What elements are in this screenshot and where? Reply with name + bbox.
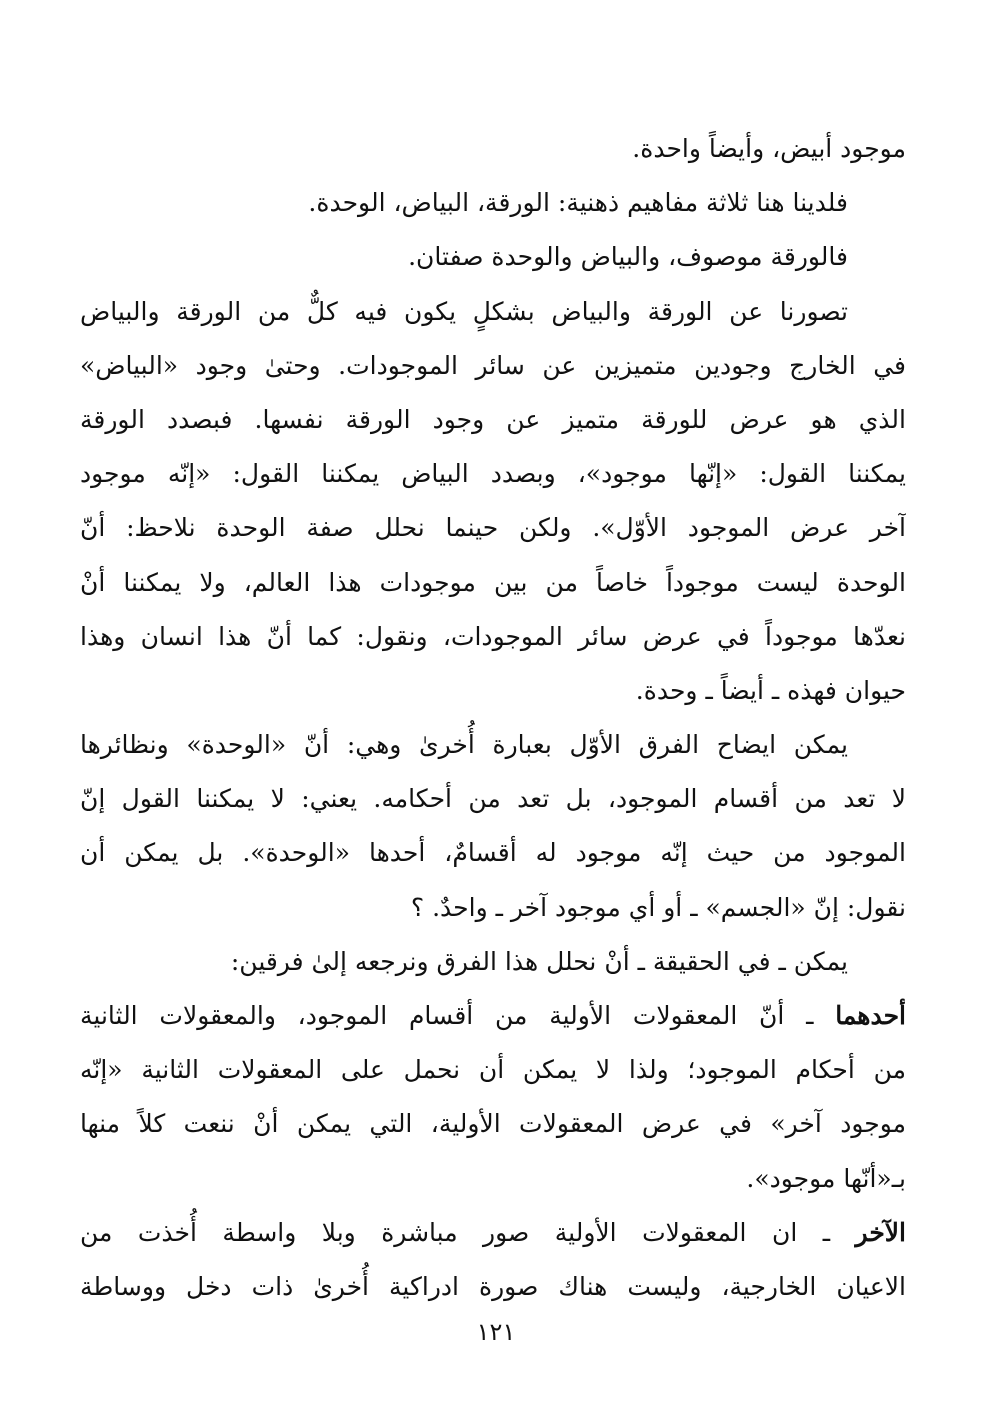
line-text: ـ أنّ المعقولات الأولية من أقسام الموجود، والمعقولات الثانية xyxy=(80,1001,836,1030)
text-line xyxy=(80,718,906,772)
line-text: تصورنا عن الورقة والبياض بشكلٍ يكون فيه كلٌّ من الورقة والبياض xyxy=(80,296,848,326)
line-text: حيوان فهذه ـ أيضاً ـ وحدة. xyxy=(635,675,906,705)
line-text: بـ«أنّها موجود». xyxy=(746,1163,906,1193)
section-lead-word: الآخر xyxy=(855,1217,906,1247)
page-body xyxy=(80,122,906,1314)
page-number: ١٢١ xyxy=(476,1318,516,1346)
line-text: يمكننا القول: «إنّها موجود»، وبصدد البياض يمكننا القول: «إنّه موجود xyxy=(80,459,906,489)
line-text: الذي هو عرض للورقة متميز عن وجود الورقة نفسها. فبصدد الورقة xyxy=(80,404,906,434)
text-line xyxy=(80,122,906,176)
line-text: ـ ان المعقولات الأولية صور مباشرة وبلا واسطة أُخذت من xyxy=(80,1217,856,1247)
text-line xyxy=(80,1152,906,1206)
line-text: لا تعد من أقسام الموجود، بل تعد من أحكامه. يعني: لا يمكننا القول إنّ xyxy=(80,784,906,814)
line-text: الاعيان الخارجية، وليست هناك صورة ادراكية أُخرىٰ ذات دخل ووساطة xyxy=(80,1271,906,1301)
text-line xyxy=(80,1043,906,1097)
text-line xyxy=(80,339,906,393)
line-text: من أحكام الموجود؛ ولذا لا يمكن أن نحمل على المعقولات الثانية «إنّه xyxy=(80,1055,906,1085)
text-line xyxy=(80,610,906,664)
text-line xyxy=(80,1206,906,1260)
text-line xyxy=(80,393,906,447)
text-line xyxy=(80,1097,906,1151)
text-line xyxy=(80,176,906,230)
line-text: نقول: إنّ «الجسم» ـ أو أي موجود آخر ـ واحدٌ. ؟ xyxy=(410,892,906,922)
text-line xyxy=(80,881,906,935)
text-line xyxy=(80,285,906,339)
line-text: نعدّها موجوداً في عرض سائر الموجودات، ونقول: كما أنّ هذا انسان وهذا xyxy=(80,621,906,651)
text-line xyxy=(80,230,906,284)
line-text: يمكن ايضاح الفرق الأوّل بعبارة أُخرىٰ وهي: أنّ «الوحدة» ونظائرها xyxy=(80,730,848,760)
line-text: فلدينا هنا ثلاثة مفاهيم ذهنية: الورقة، البياض، الوحدة. xyxy=(308,188,848,218)
line-text: يمكن ـ في الحقيقة ـ أنْ نحلل هذا الفرق ونرجعه إلىٰ فرقين: xyxy=(230,946,848,976)
text-line xyxy=(80,501,906,555)
text-line xyxy=(80,664,906,718)
line-text: موجود أبيض، وأيضاً واحدة. xyxy=(632,134,906,163)
text-line xyxy=(80,772,906,826)
line-text: آخر عرض الموجود الأوّل». ولكن حينما نحلل صفة الوحدة نلاحظ: أنّ xyxy=(80,513,906,543)
line-text: في الخارج وجودين متميزين عن سائر الموجودات. وحتىٰ وجود «البياض» xyxy=(80,350,906,380)
section-lead-word: أحدهما xyxy=(835,1001,906,1030)
text-line xyxy=(80,447,906,501)
text-line xyxy=(80,826,906,880)
text-line xyxy=(80,556,906,610)
line-text: الموجود من حيث إنّه موجود له أقسامٌ، أحدها «الوحدة». بل يمكن أن xyxy=(80,838,906,868)
text-line xyxy=(80,935,906,989)
line-text: فالورقة موصوف، والبياض والوحدة صفتان. xyxy=(408,242,848,272)
line-text: الوحدة ليست موجوداً خاصاً من بين موجودات هذا العالم، ولا يمكننا أنْ xyxy=(80,567,906,597)
text-line xyxy=(80,989,906,1043)
line-text: موجود آخر» في عرض المعقولات الأولية، التي يمكن أنْ ننعت كلاً منها xyxy=(80,1109,906,1139)
text-line xyxy=(80,1260,906,1314)
